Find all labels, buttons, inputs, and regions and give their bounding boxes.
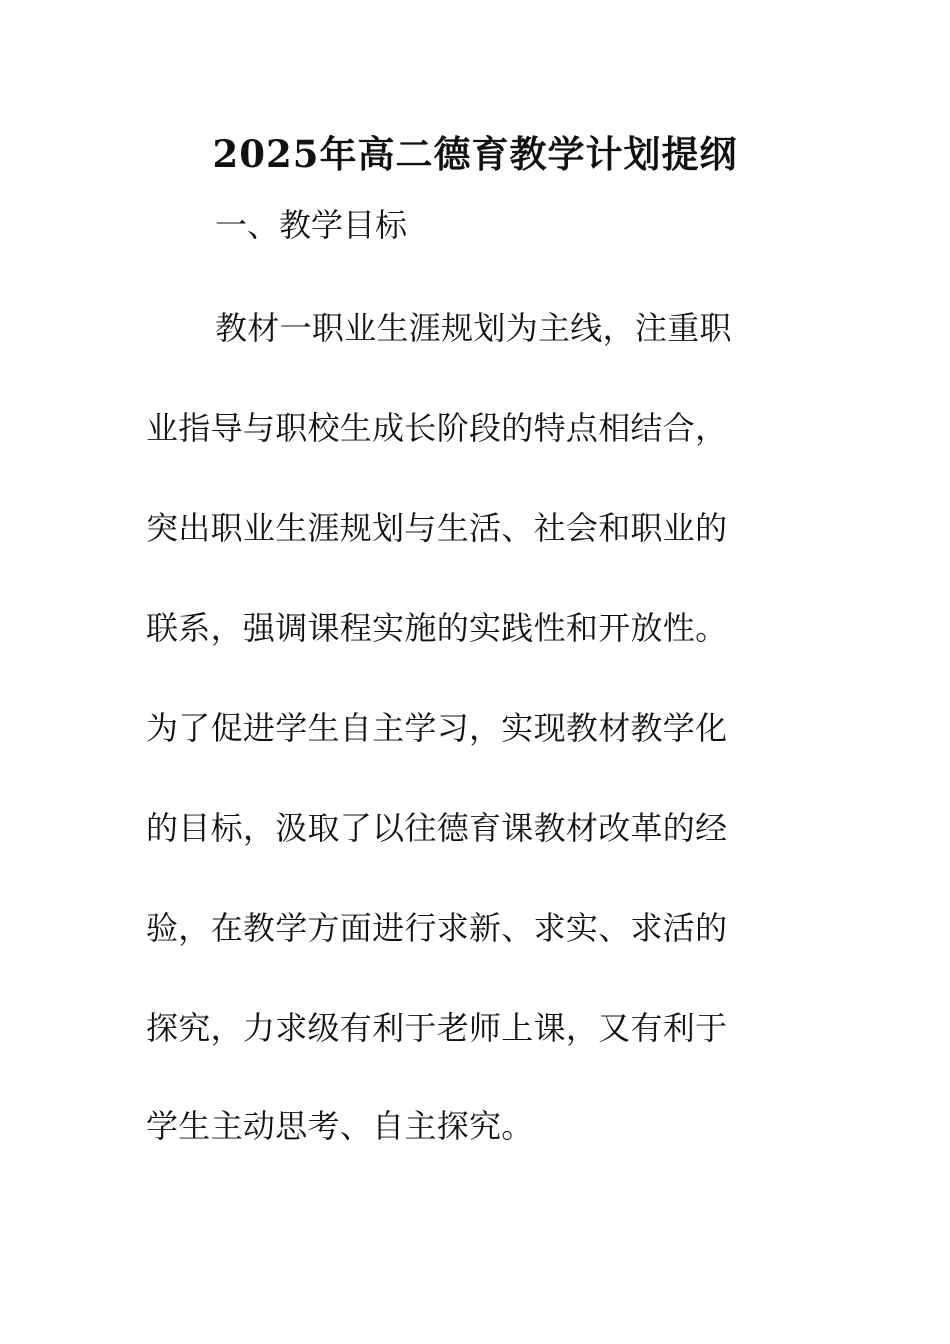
paragraph-line: 探究，力求级有利于老师上课，又有利于: [146, 1009, 728, 1047]
section-heading: 一、教学目标: [215, 206, 408, 244]
paragraph-line: 学生主动思考、自主探究。: [146, 1107, 534, 1145]
paragraph-line: 联系，强调课程实施的实践性和开放性。: [146, 609, 728, 647]
paragraph-line: 的目标，汲取了以往德育课教材改革的经: [146, 809, 728, 847]
paragraph-line: 业指导与职校生成长阶段的特点相结合，: [146, 409, 728, 447]
paragraph-line: 验，在教学方面进行求新、求实、求活的: [146, 909, 728, 947]
paragraph-line: 为了促进学生自主学习，实现教材教学化: [146, 709, 728, 747]
paragraph-line: 突出职业生涯规划与生活、社会和职业的: [146, 509, 728, 547]
paragraph-line: 教材一职业生涯规划为主线，注重职: [215, 309, 732, 347]
document-title: 2025年高二德育教学计划提纲: [212, 132, 738, 176]
